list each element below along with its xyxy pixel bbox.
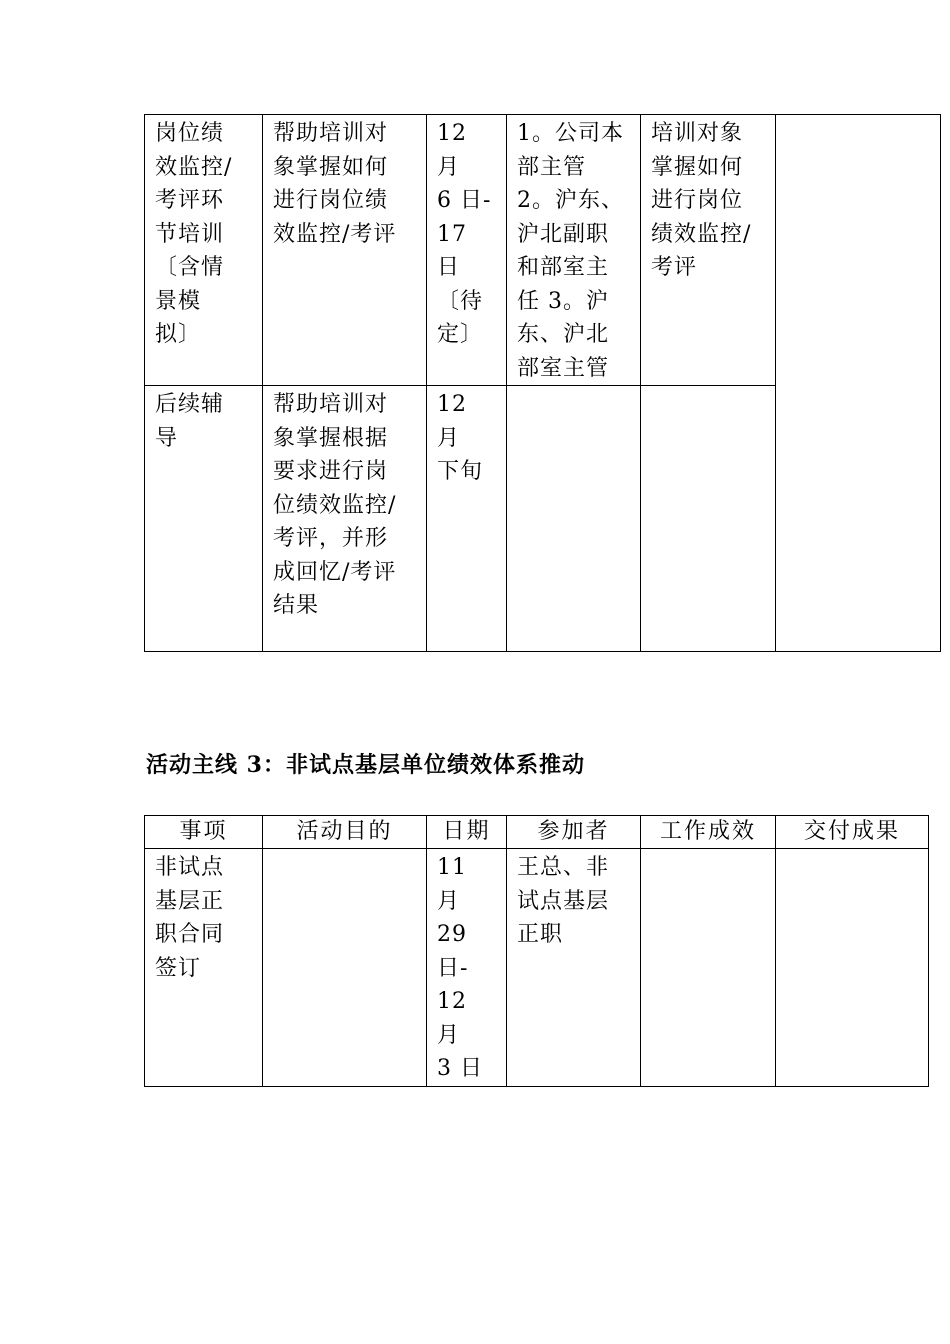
purpose-cell: 帮助培训对 象掌握根据 要求进行岗 位绩效监控/ 考评，并形 成回忆/考评 结果 bbox=[263, 386, 427, 652]
purpose-cell: 帮助培训对 象掌握如何 进行岗位绩 效监控/考评 bbox=[263, 115, 427, 386]
table-row bbox=[145, 849, 929, 1087]
header-deliverable: 交付成果 bbox=[776, 816, 929, 849]
deliverable-cell bbox=[776, 115, 941, 652]
date-cell: 11 月 29 日- 12 月 3 日 bbox=[427, 849, 507, 1087]
section-heading: 活动主线 3：非试点基层单位绩效体系推动 bbox=[146, 752, 585, 778]
participants-cell: 王总、非 试点基层 正职 bbox=[507, 849, 641, 1087]
performance-monitoring-table bbox=[144, 114, 941, 652]
table-header-row bbox=[145, 816, 929, 849]
item-cell: 后续辅 导 bbox=[145, 386, 263, 652]
header-participants: 参加者 bbox=[507, 816, 641, 849]
purpose-cell bbox=[263, 849, 427, 1087]
participants-cell: 1。公司本 部主管 2。沪东、 沪北副职 和部室主 任 3。沪 东、沪北 部室主管 bbox=[507, 115, 641, 386]
outcome-cell: 培训对象 掌握如何 进行岗位 绩效监控/ 考评 bbox=[641, 115, 776, 386]
deliverable-cell bbox=[776, 849, 929, 1087]
header-purpose: 活动目的 bbox=[263, 816, 427, 849]
date-cell: 12 月 6 日- 17 日 〔待 定〕 bbox=[427, 115, 507, 386]
outcome-cell bbox=[641, 386, 776, 652]
participants-cell bbox=[507, 386, 641, 652]
activity-table bbox=[144, 815, 929, 1087]
header-outcome: 工作成效 bbox=[641, 816, 776, 849]
item-cell: 非试点 基层正 职合同 签订 bbox=[145, 849, 263, 1087]
outcome-cell bbox=[641, 849, 776, 1087]
header-date: 日期 bbox=[427, 816, 507, 849]
table-row bbox=[145, 115, 941, 386]
date-cell: 12 月 下旬 bbox=[427, 386, 507, 652]
item-cell: 岗位绩 效监控/ 考评环 节培训 〔含情 景模 拟〕 bbox=[145, 115, 263, 386]
header-item: 事项 bbox=[145, 816, 263, 849]
